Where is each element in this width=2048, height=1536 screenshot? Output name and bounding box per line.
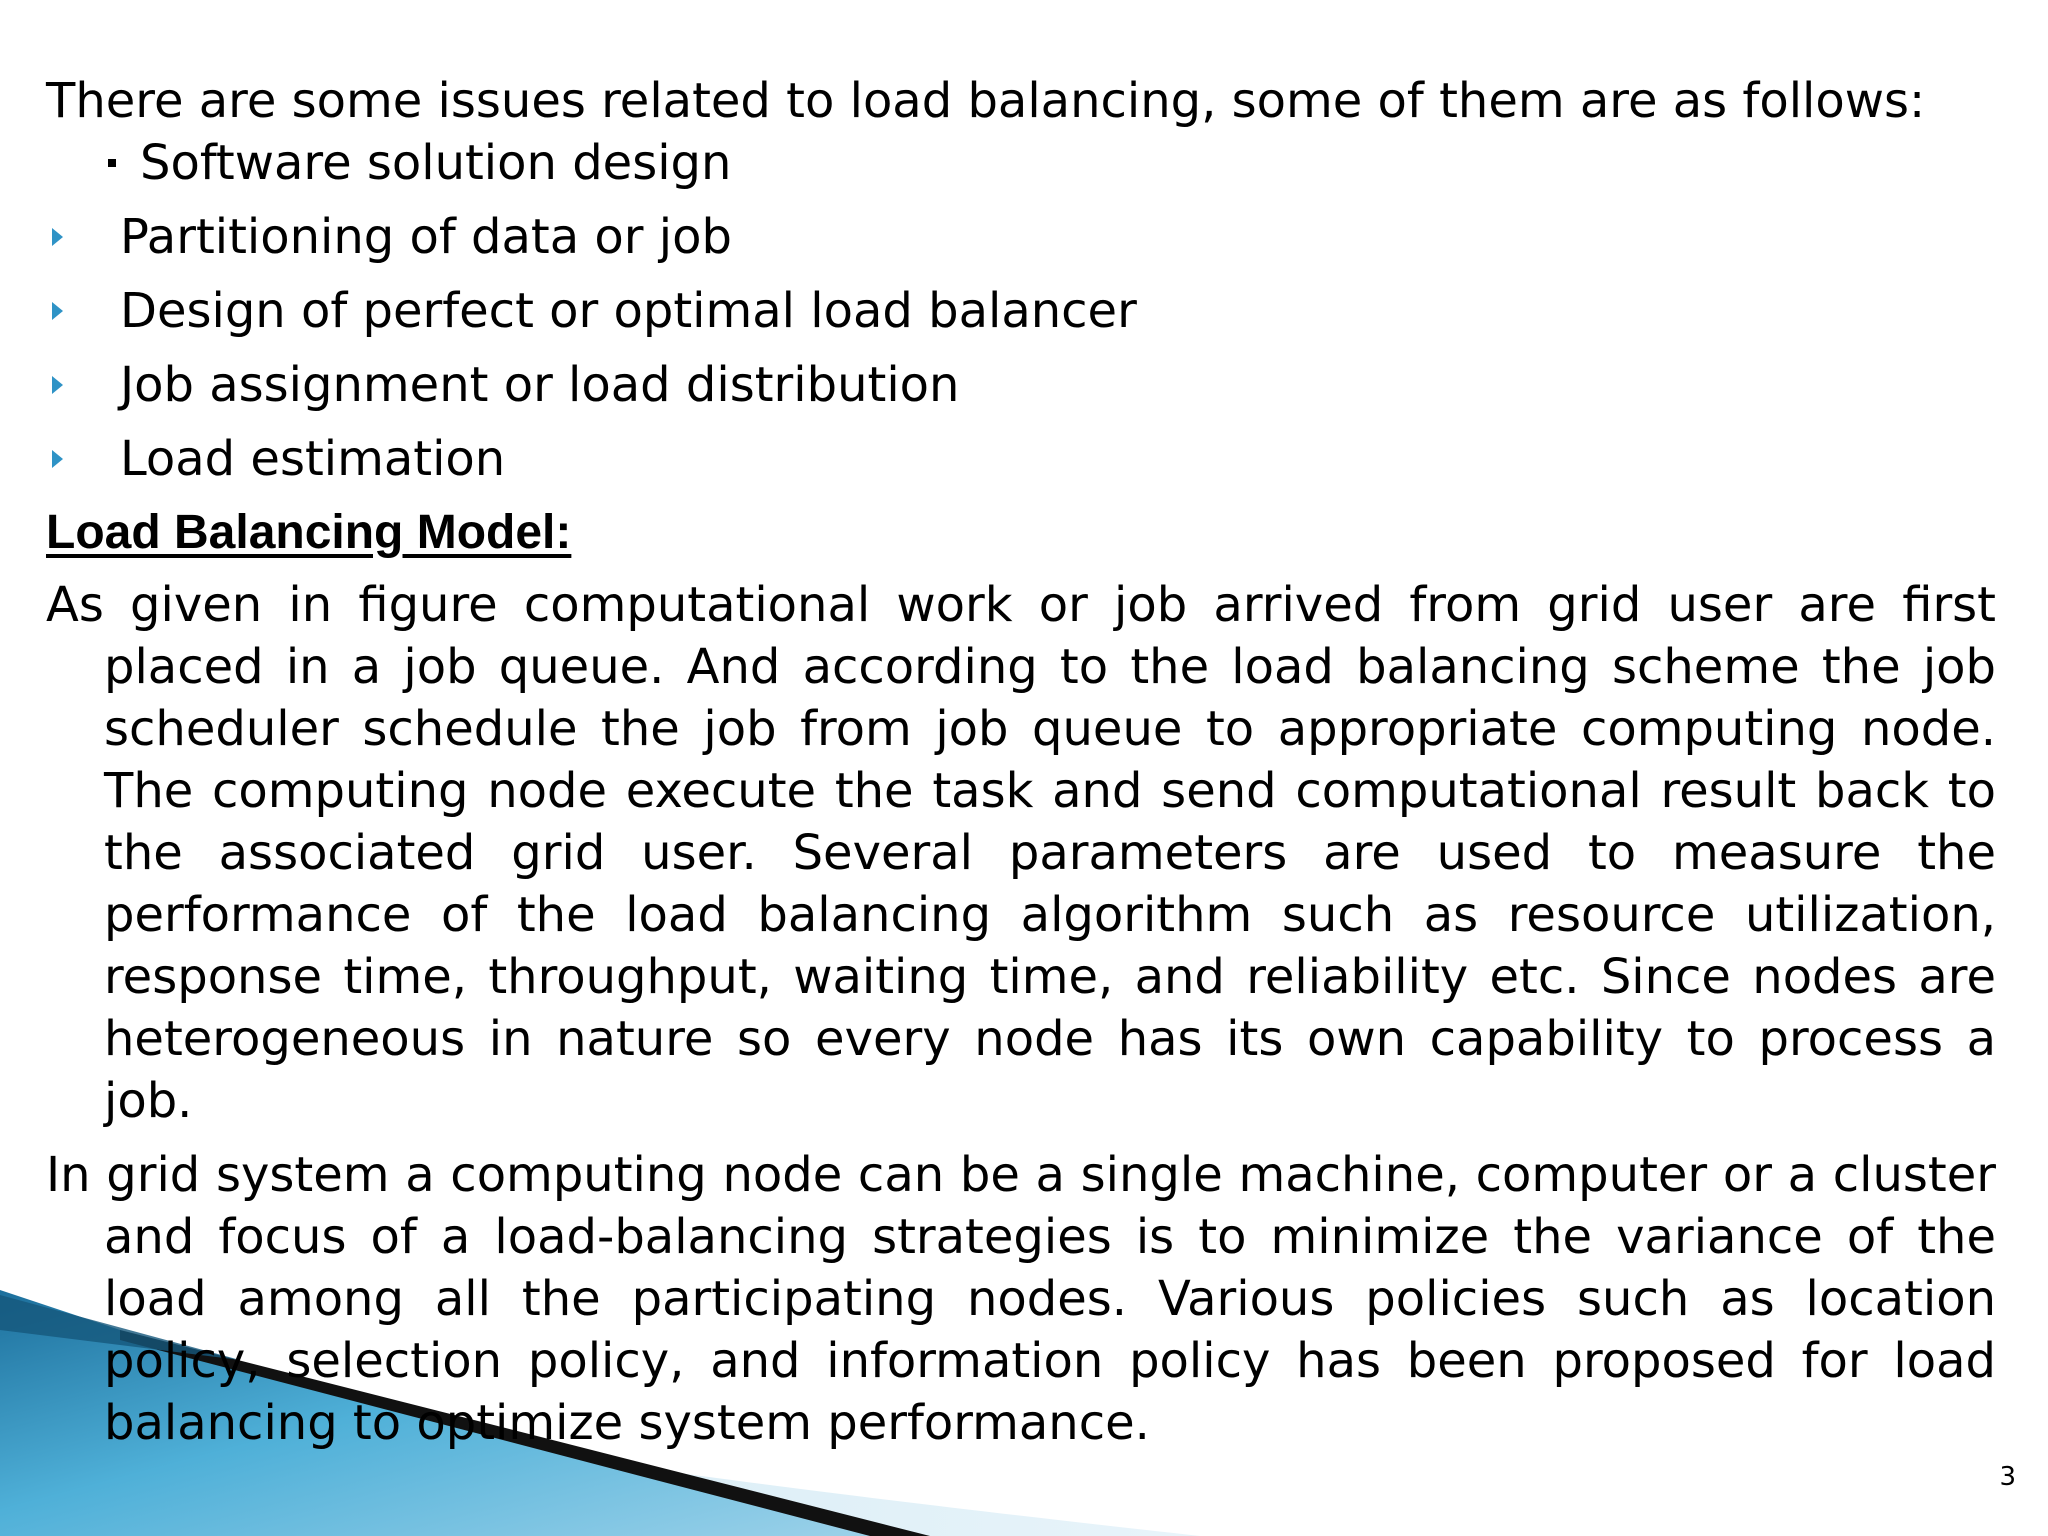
bullet-text: Partitioning of data or job (120, 209, 732, 265)
arrow-bullet-icon (52, 302, 63, 320)
arrow-bullet-icon (52, 228, 63, 246)
square-bullet-icon (108, 159, 116, 167)
paragraph-grid-system: In grid system a computing node can be a single machine, computer or a cluster and focus of a load-balancing strategies is to minimize the variance of the load among all the participating nodes. Various policies such as location policy, selection policy, and information policy has been proposed for load balancing to optimize system performance. (46, 1147, 1996, 1451)
arrow-bullet-icon (52, 450, 63, 468)
sub-bullet-item (108, 132, 1996, 194)
issues-bullet-list (46, 206, 1996, 490)
sub-bullet-text: Software solution design (140, 135, 732, 191)
bullet-text: Load estimation (120, 431, 506, 487)
paragraph-model-description: As given in figure computational work or job arrived from grid user are first placed in a job queue. And according to the load balancing scheme the job scheduler schedule the job from job queue to appropriate computing node. The computing node execute the task and send computational result back to the associated grid user. Several parameters are used to measure the performance of the load balancing algorithm such as resource utilization, response time, throughput, waiting time, and reliability etc. Since nodes are heterogeneous in nature so every node has its own capability to process a job. (46, 577, 1996, 1129)
slide-content (46, 70, 1996, 1466)
section-heading: Load Balancing Model: (46, 506, 572, 559)
bullet-item (46, 428, 1996, 490)
bullet-item (46, 280, 1996, 342)
bullet-text: Design of perfect or optimal load balancer (120, 283, 1137, 339)
bullet-text: Job assignment or load distribution (120, 357, 960, 413)
page-number: 3 (1999, 1462, 2016, 1492)
arrow-bullet-icon (52, 376, 63, 394)
bullet-item (46, 354, 1996, 416)
bullet-item (46, 206, 1996, 268)
intro-text: There are some issues related to load balancing, some of them are as follows: (46, 73, 1926, 129)
